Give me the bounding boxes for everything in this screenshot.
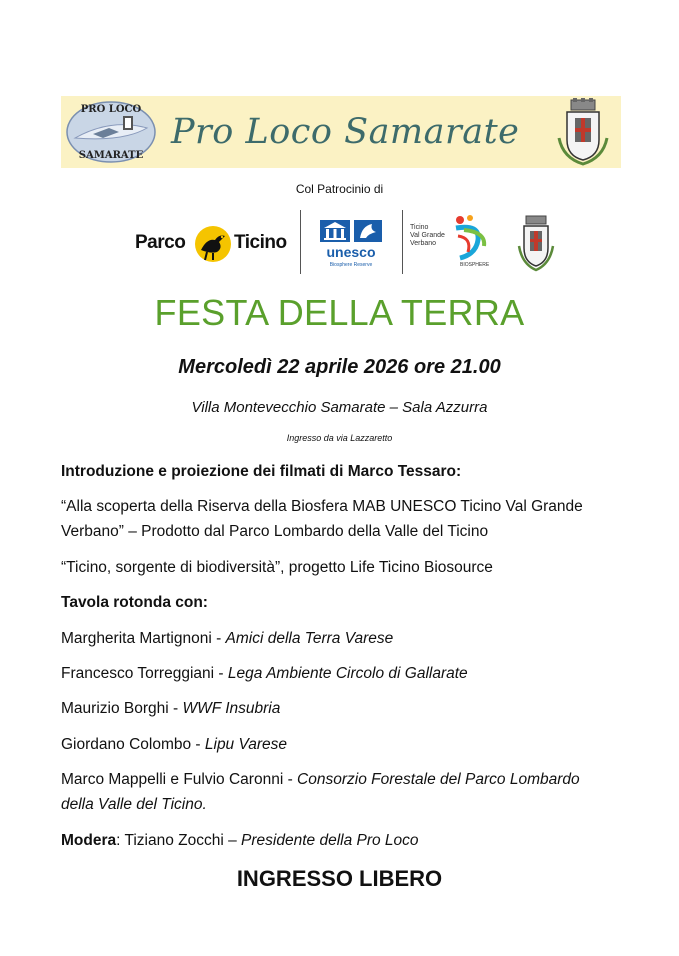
- unesco-text: unesco: [326, 244, 376, 260]
- heron-icon: [193, 224, 233, 264]
- biosphere-label: BIOSPHERE: [460, 262, 490, 268]
- event-date: Mercoledì 22 aprile 2026 ore 21.00: [178, 356, 501, 378]
- speaker-item: Marco Mappelli e Fulvio Caronni - Consorzio Forestale del Parco Lombardo della Valle del Ticino.: [61, 771, 580, 813]
- speaker-item: Margherita Martignoni - Amici della Terra Varese: [61, 630, 394, 647]
- banner-title: Pro Loco Samarate: [171, 112, 520, 152]
- svg-text:SAMARATE: SAMARATE: [78, 150, 144, 161]
- event-access-note: Ingresso da via Lazzaretto: [286, 433, 393, 443]
- ticino-word: Ticino: [234, 232, 287, 253]
- parco-word: Parco: [135, 232, 186, 253]
- municipal-crest-icon: [553, 98, 613, 166]
- unesco-logo: [316, 216, 386, 270]
- free-entry-banner: INGRESSO LIBERO: [236, 866, 443, 891]
- unesco-subtitle: Biosphere Reserve: [329, 262, 373, 268]
- parco-ticino-logo: [135, 224, 295, 264]
- mab-biosphere-logo: [408, 214, 498, 270]
- pro-loco-logo-icon: [63, 98, 159, 166]
- mab-text: Ticino Val Grande Verbano: [410, 224, 445, 247]
- event-venue: Villa Montevecchio Samarate – Sala Azzurra: [191, 399, 488, 416]
- unesco-temple-icon: [318, 216, 384, 244]
- logo-divider: [300, 210, 301, 274]
- municipal-crest-icon: [516, 214, 556, 272]
- biosphere-swirl-icon: [450, 214, 494, 262]
- pro-loco-banner: [61, 96, 621, 168]
- speaker-item: Maurizio Borghi - WWF Insubria: [61, 700, 281, 717]
- speaker-item: Giordano Colombo - Lipu Varese: [61, 736, 288, 753]
- sponsor-logos: [0, 206, 679, 278]
- film-1: “Alla scoperta della Riserva della Biosfera MAB UNESCO Ticino Val Grande Verbano” – Prodotto dal Parco Lombardo della Valle del Ticino: [61, 498, 583, 540]
- logo-divider: [402, 210, 403, 274]
- event-title: FESTA DELLA TERRA: [154, 292, 525, 333]
- svg-text:PRO LOCO: PRO LOCO: [80, 104, 142, 115]
- speaker-item: Francesco Torreggiani - Lega Ambiente Circolo di Gallarate: [61, 665, 468, 682]
- round-table-heading: Tavola rotonda con:: [61, 594, 208, 611]
- film-2: “Ticino, sorgente di biodiversità”, progetto Life Ticino Biosource: [61, 559, 493, 576]
- moderator: Modera: Tiziano Zocchi – Presidente della Pro Loco: [61, 832, 419, 849]
- intro-heading: Introduzione e proiezione dei filmati di Marco Tessaro:: [61, 463, 462, 480]
- patronage-label: Col Patrocinio di: [295, 182, 384, 196]
